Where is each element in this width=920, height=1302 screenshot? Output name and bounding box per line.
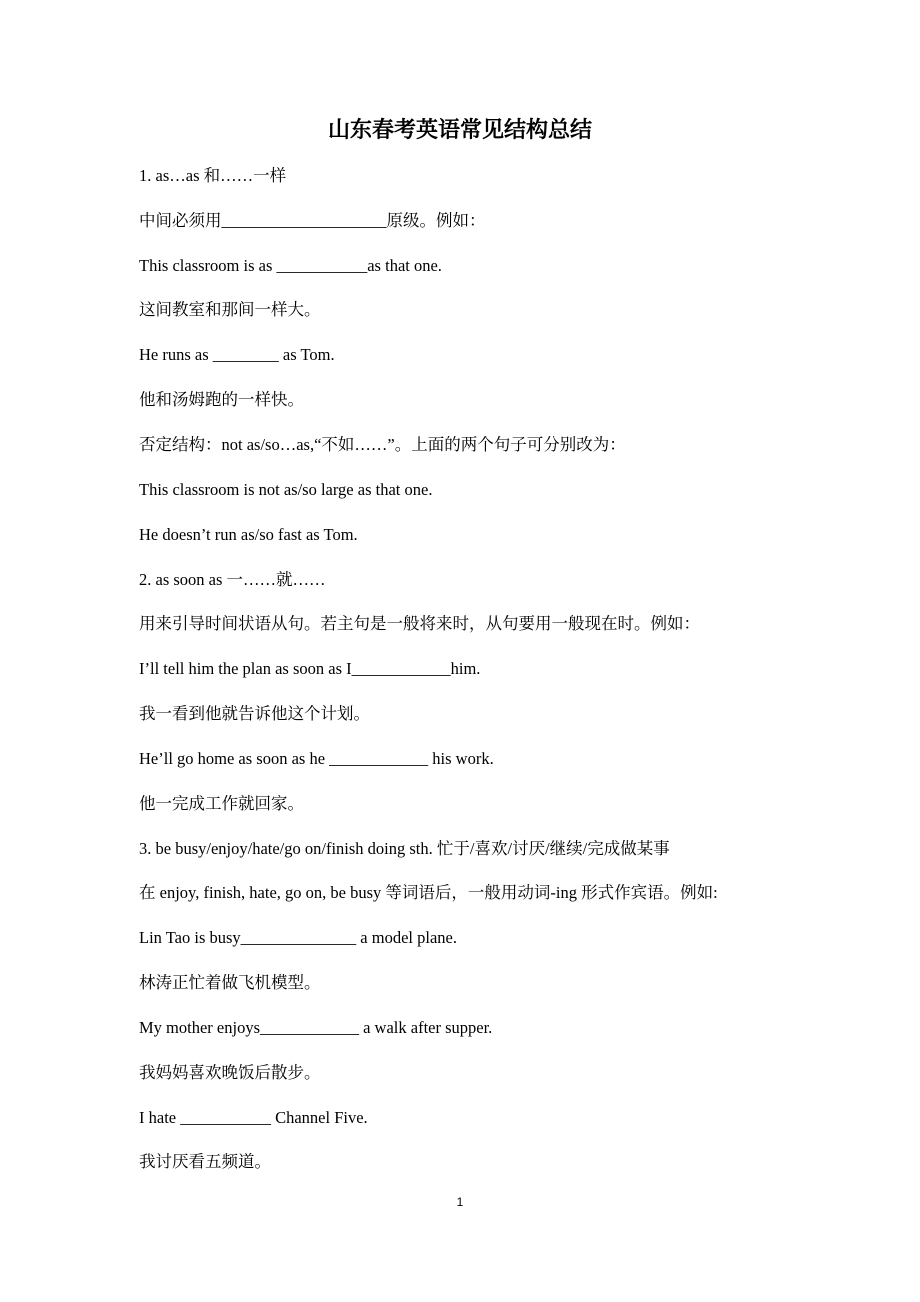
- example-sentence: He’ll go home as soon as he ____________ his work.: [139, 749, 494, 768]
- document-title: 山东春考英语常见结构总结: [327, 117, 592, 142]
- example-translation: 林涛正忙着做飞机模型。: [139, 973, 321, 992]
- example-translation: 我妈妈喜欢晚饭后散步。: [139, 1063, 321, 1082]
- example-sentence: Lin Tao is busy______________ a model plane.: [139, 928, 457, 947]
- example-translation: 他和汤姆跑的一样快。: [139, 390, 304, 409]
- section-3-heading: 3. be busy/enjoy/hate/go on/finish doing sth. 忙于/喜欢/讨厌/继续/完成做某事: [139, 839, 670, 858]
- rule-text: 在 enjoy, finish, hate, go on, be busy 等词语后，一般用动词-ing 形式作宾语。例如:: [139, 883, 718, 902]
- page-number: 1: [456, 1195, 464, 1209]
- example-sentence: I’ll tell him the plan as soon as I____________him.: [139, 659, 481, 678]
- example-sentence: This classroom is not as/so large as that one.: [139, 480, 433, 499]
- rule-text: 否定结构：not as/so…as,“不如……”。上面的两个句子可分别改为：: [139, 435, 626, 454]
- example-sentence: My mother enjoys____________ a walk after supper.: [139, 1018, 493, 1037]
- section-1-heading: 1. as…as 和……一样: [139, 166, 287, 185]
- rule-text: 用来引导时间状语从句。若主句是一般将来时，从句要用一般现在时。例如：: [139, 614, 700, 633]
- example-sentence: He doesn’t run as/so fast as Tom.: [139, 525, 358, 544]
- example-sentence: He runs as ________ as Tom.: [139, 345, 335, 364]
- rule-text: 中间必须用____________________原级。例如：: [139, 211, 486, 230]
- example-translation: 这间教室和那间一样大。: [139, 300, 321, 319]
- example-translation: 他一完成工作就回家。: [139, 794, 304, 813]
- example-sentence: I hate ___________ Channel Five.: [139, 1108, 368, 1127]
- example-translation: 我一看到他就告诉他这个计划。: [139, 704, 370, 723]
- example-translation: 我讨厌看五频道。: [139, 1152, 271, 1171]
- section-2-heading: 2. as soon as 一……就……: [139, 570, 326, 589]
- example-sentence: This classroom is as ___________as that one.: [139, 256, 442, 275]
